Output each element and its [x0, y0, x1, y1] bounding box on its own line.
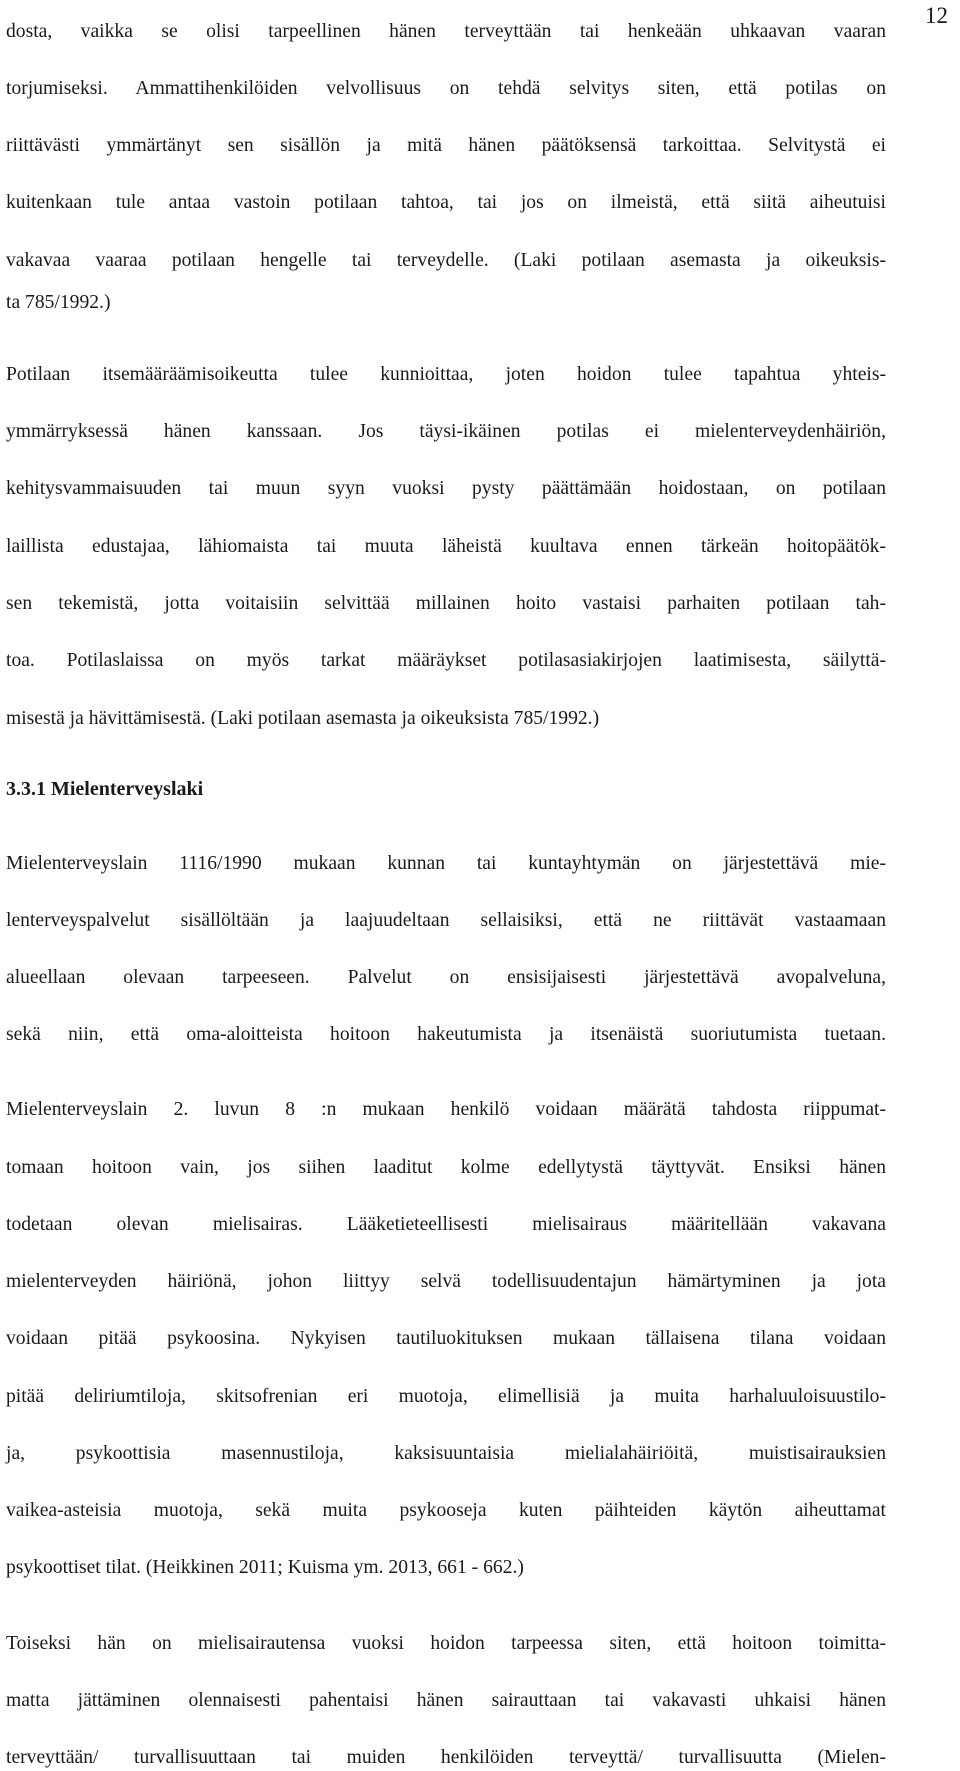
text-line: toa. Potilaslaissa on myös tarkat määräykset potilasasiakirjojen laatimisesta, säilyttä- — [6, 650, 886, 671]
text-line: ja, psykoottisia masennustiloja, kaksisuuntaisia mielialahäiriöitä, muistisairauksien — [6, 1443, 886, 1464]
text-line: torjumiseksi. Ammattihenkilöiden velvollisuus on tehdä selvitys siten, että potilas on — [6, 78, 886, 99]
text-line: voidaan pitää psykoosina. Nykyisen tautiluokituksen mukaan tällaisena tilana voidaan — [6, 1328, 886, 1349]
text-line: matta jättäminen olennaisesti pahentaisi hänen sairauttaan tai vakavasti uhkaisi hänen — [6, 1690, 886, 1711]
text-line: terveyttään/ turvallisuuttaan tai muiden henkilöiden terveyttä/ turvallisuutta (Mielen- — [6, 1747, 886, 1768]
text-line: alueellaan olevaan tarpeeseen. Palvelut on ensisijaisesti järjestettävä avopalveluna, — [6, 967, 886, 988]
text-line: Mielenterveyslain 1116/1990 mukaan kunnan tai kuntayhtymän on järjestettävä mie- — [6, 853, 886, 874]
text-line: kuitenkaan tule antaa vastoin potilaan tahtoa, tai jos on ilmeistä, että siitä aiheutuisi — [6, 192, 886, 213]
text-line: lenterveyspalvelut sisällöltään ja laajuudeltaan sellaisiksi, että ne riittävät vastaamaan — [6, 910, 886, 931]
text-line: mielenterveyden häiriönä, johon liittyy selvä todellisuudentajun hämärtyminen ja jota — [6, 1271, 886, 1292]
text-line: riittävästi ymmärtänyt sen sisällön ja mitä hänen päätöksensä tarkoittaa. Selvitystä ei — [6, 135, 886, 156]
text-line: todetaan olevan mielisairas. Lääketieteellisesti mielisairaus määritellään vakavana — [6, 1214, 886, 1235]
text-line: kehitysvammaisuuden tai muun syyn vuoksi pysty päättämään hoidostaan, on potilaan — [6, 478, 886, 499]
text-line: Potilaan itsemääräämisoikeutta tulee kunnioittaa, joten hoidon tulee tapahtua yhteis- — [6, 364, 886, 385]
text-line: sekä niin, että oma-aloitteista hoitoon hakeutumista ja itsenäistä suoriutumista tuetaan. — [6, 1024, 886, 1045]
text-line: dosta, vaikka se olisi tarpeellinen hänen terveyttään tai henkeään uhkaavan vaaran — [6, 21, 886, 42]
page-number: 12 — [925, 3, 948, 28]
text-line: ta 785/1992.) — [6, 292, 111, 313]
text-line: vaikea-asteisia muotoja, sekä muita psykooseja kuten päihteiden käytön aiheuttamat — [6, 1500, 886, 1521]
text-line: sen tekemistä, jotta voitaisiin selvittää millainen hoito vastaisi parhaiten potilaan tah- — [6, 593, 886, 614]
text-line: Mielenterveyslain 2. luvun 8 :n mukaan henkilö voidaan määrätä tahdosta riippumat- — [6, 1099, 886, 1120]
text-line: misestä ja hävittämisestä. (Laki potilaan asemasta ja oikeuksista 785/1992.) — [6, 708, 600, 729]
section-heading: 3.3.1 Mielenterveyslaki — [6, 778, 204, 800]
text-line: pitää deliriumtiloja, skitsofrenian eri muotoja, elimellisiä ja muita harhaluuloisuustilo- — [6, 1386, 886, 1407]
text-line: ymmärryksessä hänen kanssaan. Jos täysi-ikäinen potilas ei mielenterveydenhäiriön, — [6, 421, 886, 442]
text-line: vakavaa vaaraa potilaan hengelle tai terveydelle. (Laki potilaan asemasta ja oikeuksis- — [6, 250, 886, 271]
text-line: tomaan hoitoon vain, jos siihen laaditut kolme edellytystä täyttyvät. Ensiksi hänen — [6, 1157, 886, 1178]
text-line: Toiseksi hän on mielisairautensa vuoksi hoidon tarpeessa siten, että hoitoon toimitta- — [6, 1633, 886, 1654]
text-line: psykoottiset tilat. (Heikkinen 2011; Kuisma ym. 2013, 661 - 662.) — [6, 1557, 524, 1578]
text-line: laillista edustajaa, lähiomaista tai muuta läheistä kuultava ennen tärkeän hoitopäätök- — [6, 536, 886, 557]
